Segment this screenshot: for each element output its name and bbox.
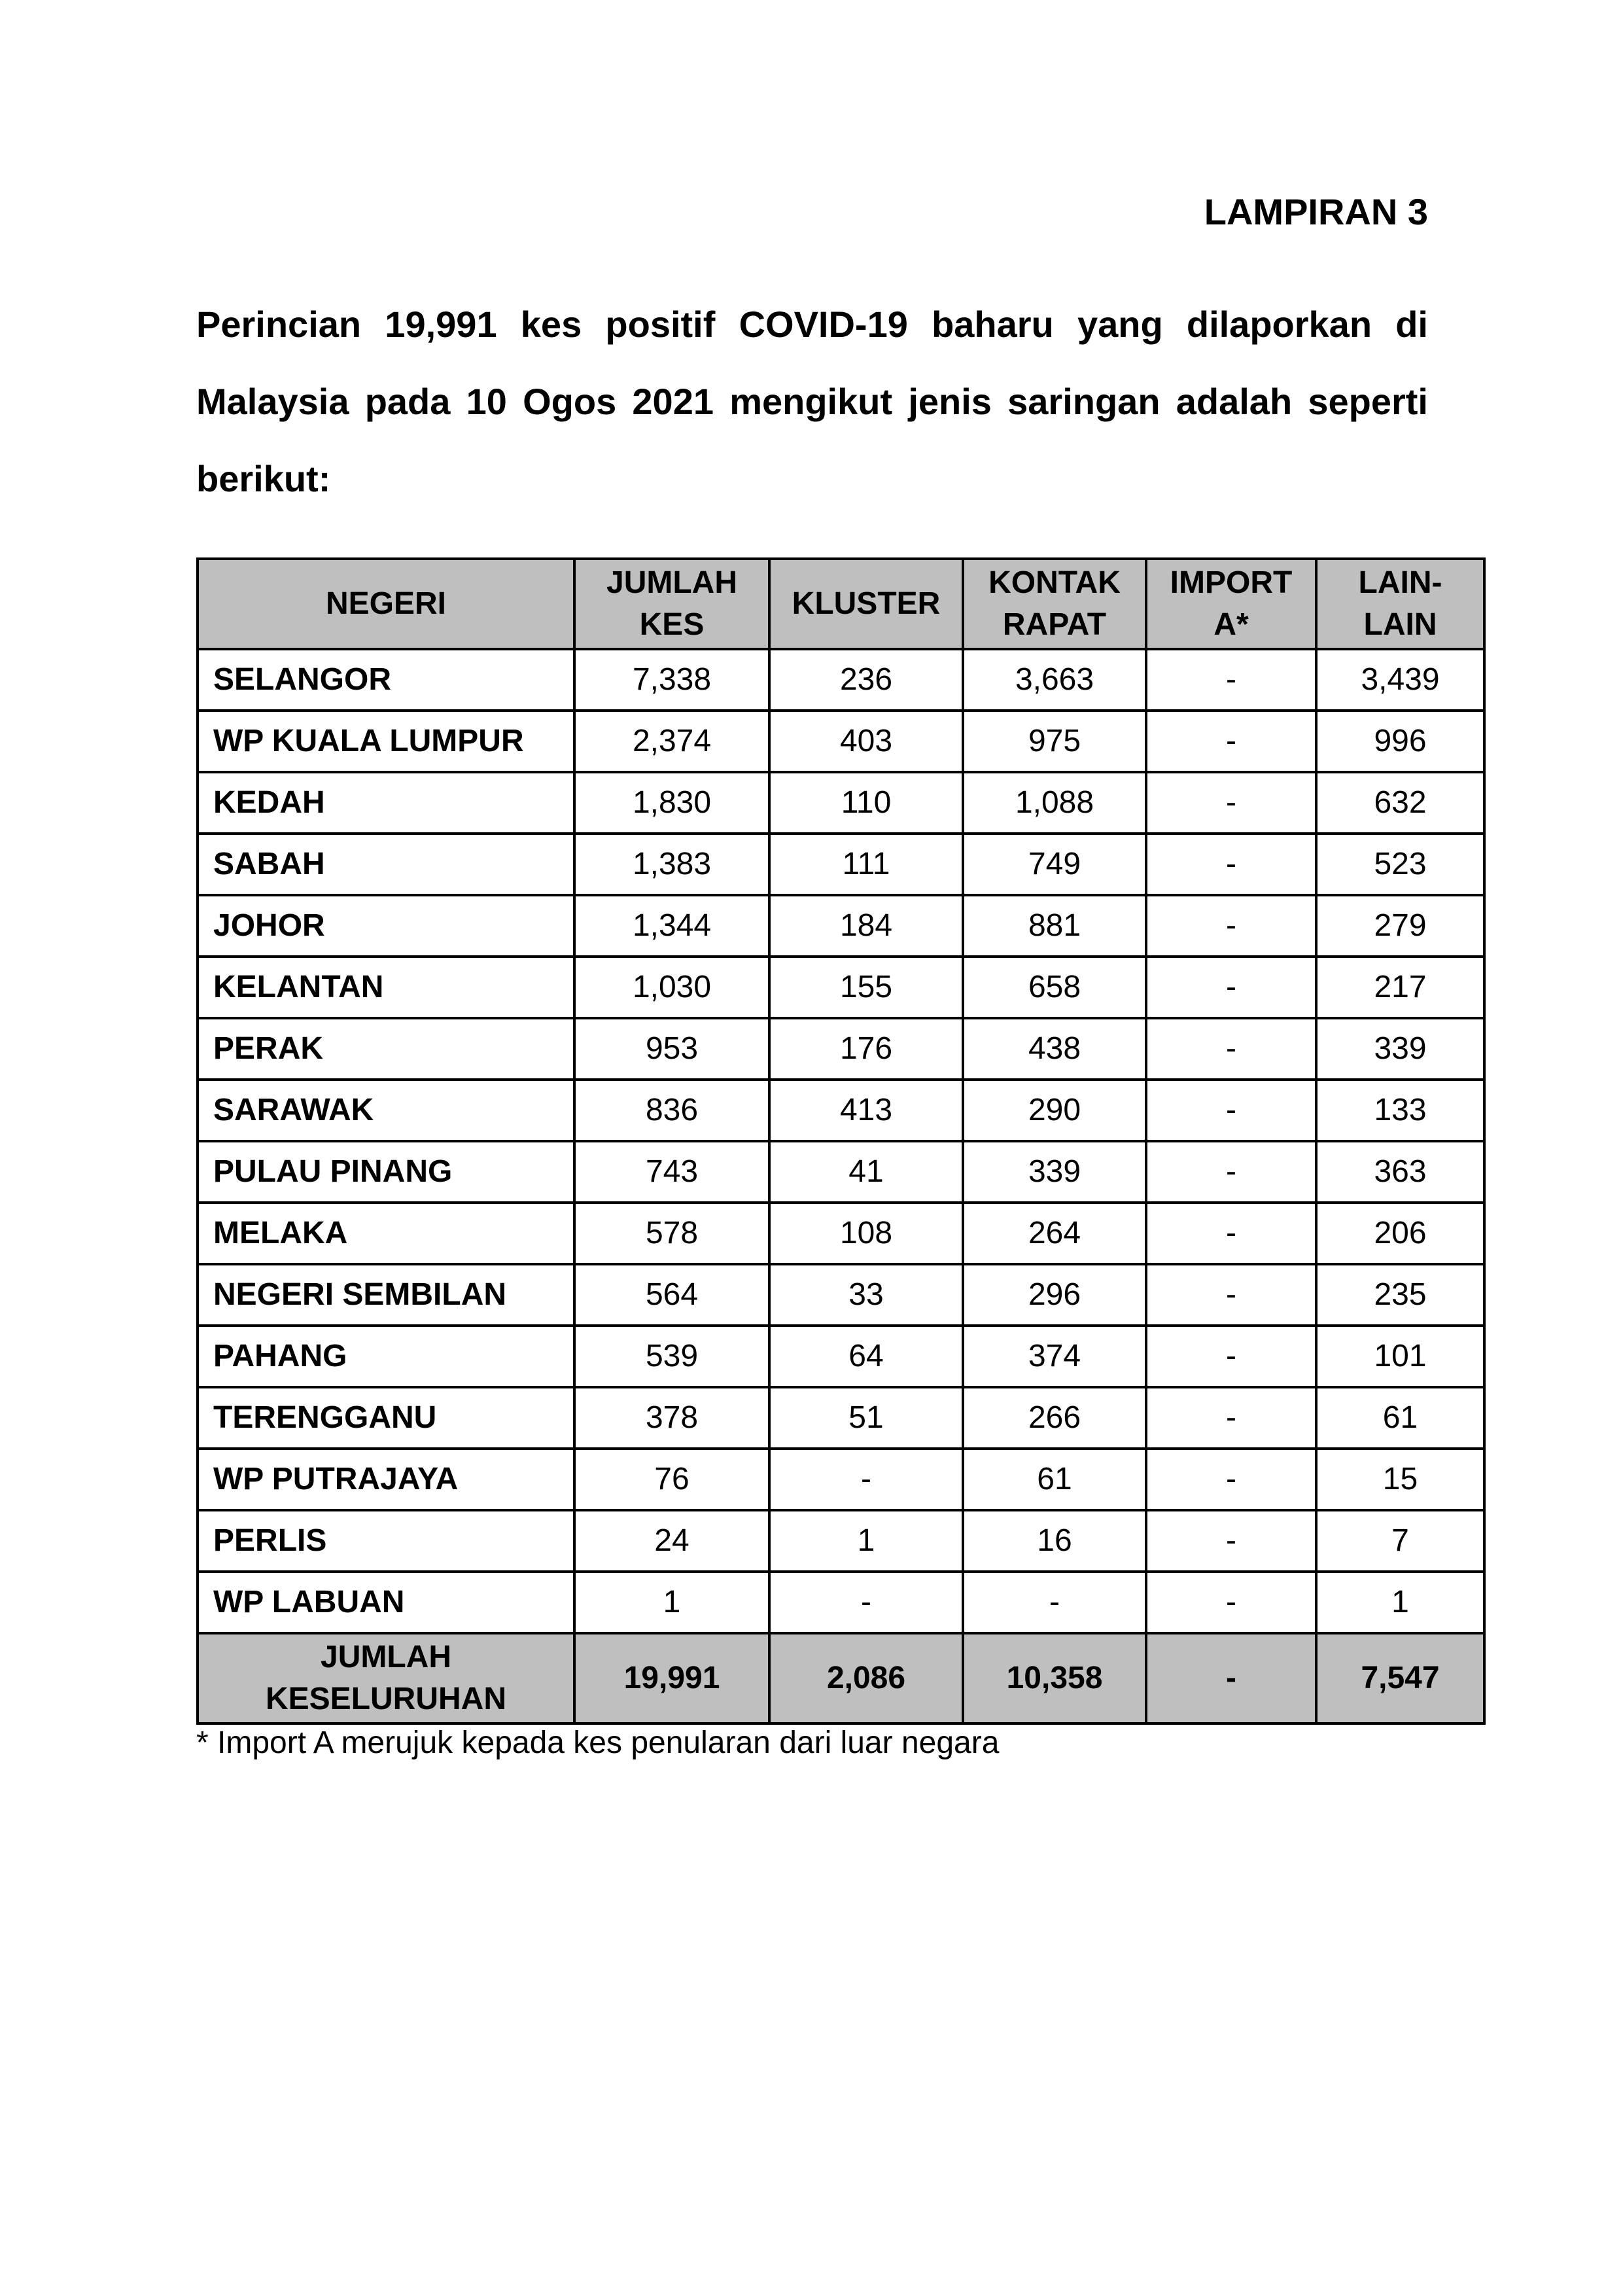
cell-state: PERLIS <box>198 1510 574 1572</box>
cell-kluster: 110 <box>769 772 963 834</box>
cell-kluster: - <box>769 1449 963 1510</box>
table-row <box>198 772 1484 834</box>
cell-state: SARAWAK <box>198 1080 574 1141</box>
cell-kluster: 1 <box>769 1510 963 1572</box>
cell-jumlah-kes: 24 <box>574 1510 769 1572</box>
cell-state: WP PUTRAJAYA <box>198 1449 574 1510</box>
cell-kontak-rapat: 975 <box>963 711 1146 772</box>
table-row <box>198 649 1484 711</box>
cell-state: JOHOR <box>198 895 574 957</box>
cell-import-a: - <box>1146 1264 1316 1326</box>
cell-kontak-rapat: 749 <box>963 834 1146 895</box>
header-import-a <box>1146 559 1316 649</box>
cell-kluster: 403 <box>769 711 963 772</box>
intro-line-2: Malaysia pada 10 Ogos 2021 mengikut jenis saringan adalah seperti <box>196 381 1428 422</box>
table-row <box>198 1326 1484 1387</box>
total-row <box>198 1633 1484 1723</box>
table-row <box>198 957 1484 1018</box>
cell-state: WP KUALA LUMPUR <box>198 711 574 772</box>
cell-jumlah-kes: 953 <box>574 1018 769 1080</box>
cell-state: PULAU PINANG <box>198 1141 574 1203</box>
annex-label: LAMPIRAN 3 <box>1204 191 1428 232</box>
cell-lain-lain: 7 <box>1316 1510 1484 1572</box>
cell-kluster: 176 <box>769 1018 963 1080</box>
total-kluster: 2,086 <box>769 1633 963 1723</box>
cell-state: WP LABUAN <box>198 1572 574 1633</box>
cell-kluster: 41 <box>769 1141 963 1203</box>
cell-import-a: - <box>1146 834 1316 895</box>
cell-kluster: - <box>769 1572 963 1633</box>
table-row <box>198 834 1484 895</box>
cell-jumlah-kes: 1,830 <box>574 772 769 834</box>
table-row <box>198 711 1484 772</box>
cell-import-a: - <box>1146 1141 1316 1203</box>
table-row <box>198 1572 1484 1633</box>
cell-lain-lain: 61 <box>1316 1387 1484 1449</box>
cell-state: PAHANG <box>198 1326 574 1387</box>
total-label <box>198 1633 574 1723</box>
total-jumlah-kes: 19,991 <box>574 1633 769 1723</box>
cell-jumlah-kes: 539 <box>574 1326 769 1387</box>
table-row <box>198 1449 1484 1510</box>
cell-import-a: - <box>1146 1203 1316 1264</box>
total-label-line-1: JUMLAH <box>321 1640 451 1674</box>
cell-import-a: - <box>1146 895 1316 957</box>
header-kontak-rapat <box>963 559 1146 649</box>
cell-lain-lain: 206 <box>1316 1203 1484 1264</box>
table-body <box>198 649 1484 1633</box>
total-lain-lain: 7,547 <box>1316 1633 1484 1723</box>
cell-import-a: - <box>1146 1449 1316 1510</box>
cell-jumlah-kes: 76 <box>574 1449 769 1510</box>
cell-kontak-rapat: 339 <box>963 1141 1146 1203</box>
cell-jumlah-kes: 578 <box>574 1203 769 1264</box>
header-negeri: NEGERI <box>198 559 574 649</box>
intro-paragraph <box>196 286 1428 518</box>
cell-state: KEDAH <box>198 772 574 834</box>
header-jumlah-kes <box>574 559 769 649</box>
cell-kluster: 33 <box>769 1264 963 1326</box>
cell-kontak-rapat: 438 <box>963 1018 1146 1080</box>
table-header-row <box>198 559 1484 649</box>
header-kontak-rapat-line-1: KONTAK <box>988 565 1121 600</box>
cell-lain-lain: 996 <box>1316 711 1484 772</box>
table-row <box>198 1264 1484 1326</box>
cell-jumlah-kes: 1,030 <box>574 957 769 1018</box>
cell-import-a: - <box>1146 957 1316 1018</box>
table-row <box>198 1141 1484 1203</box>
cell-kluster: 184 <box>769 895 963 957</box>
cell-kluster: 51 <box>769 1387 963 1449</box>
cell-state: TERENGGANU <box>198 1387 574 1449</box>
total-label-line-2: KESELURUHAN <box>265 1682 506 1716</box>
header-lain-lain <box>1316 559 1484 649</box>
cell-import-a: - <box>1146 711 1316 772</box>
cell-state: NEGERI SEMBILAN <box>198 1264 574 1326</box>
cell-lain-lain: 1 <box>1316 1572 1484 1633</box>
cell-state: MELAKA <box>198 1203 574 1264</box>
cell-kluster: 236 <box>769 649 963 711</box>
header-jumlah-kes-line-1: JUMLAH <box>606 565 737 600</box>
cell-lain-lain: 15 <box>1316 1449 1484 1510</box>
cell-state: PERAK <box>198 1018 574 1080</box>
table-row <box>198 1018 1484 1080</box>
cell-jumlah-kes: 1,383 <box>574 834 769 895</box>
cell-jumlah-kes: 1 <box>574 1572 769 1633</box>
cell-jumlah-kes: 2,374 <box>574 711 769 772</box>
cell-kontak-rapat: - <box>963 1572 1146 1633</box>
cell-jumlah-kes: 7,338 <box>574 649 769 711</box>
cell-lain-lain: 101 <box>1316 1326 1484 1387</box>
cell-kontak-rapat: 296 <box>963 1264 1146 1326</box>
cell-import-a: - <box>1146 1572 1316 1633</box>
cell-kluster: 111 <box>769 834 963 895</box>
intro-line-3: berikut: <box>196 458 331 499</box>
cell-kluster: 155 <box>769 957 963 1018</box>
cell-jumlah-kes: 564 <box>574 1264 769 1326</box>
cell-kontak-rapat: 881 <box>963 895 1146 957</box>
table-row <box>198 1080 1484 1141</box>
total-kontak-rapat: 10,358 <box>963 1633 1146 1723</box>
cell-jumlah-kes: 836 <box>574 1080 769 1141</box>
cell-import-a: - <box>1146 1080 1316 1141</box>
header-kluster: KLUSTER <box>769 559 963 649</box>
cell-lain-lain: 363 <box>1316 1141 1484 1203</box>
cell-state: SELANGOR <box>198 649 574 711</box>
cell-state: KELANTAN <box>198 957 574 1018</box>
footnote: * Import A merujuk kepada kes penularan dari luar negara <box>196 1725 1000 1760</box>
cell-kluster: 413 <box>769 1080 963 1141</box>
header-lain-lain-line-2: LAIN <box>1363 607 1437 642</box>
cell-kontak-rapat: 374 <box>963 1326 1146 1387</box>
cell-lain-lain: 235 <box>1316 1264 1484 1326</box>
cell-jumlah-kes: 743 <box>574 1141 769 1203</box>
cell-lain-lain: 523 <box>1316 834 1484 895</box>
cell-state: SABAH <box>198 834 574 895</box>
header-jumlah-kes-line-2: KES <box>639 607 705 642</box>
cell-import-a: - <box>1146 772 1316 834</box>
cell-import-a: - <box>1146 1018 1316 1080</box>
cell-kontak-rapat: 1,088 <box>963 772 1146 834</box>
cell-lain-lain: 133 <box>1316 1080 1484 1141</box>
cell-kontak-rapat: 264 <box>963 1203 1146 1264</box>
total-import-a: - <box>1146 1633 1316 1723</box>
cases-by-state-table <box>196 557 1486 1725</box>
cell-kontak-rapat: 16 <box>963 1510 1146 1572</box>
cell-jumlah-kes: 378 <box>574 1387 769 1449</box>
cell-lain-lain: 339 <box>1316 1018 1484 1080</box>
header-import-a-line-1: IMPORT <box>1170 565 1293 600</box>
table-row <box>198 1387 1484 1449</box>
cell-kontak-rapat: 266 <box>963 1387 1146 1449</box>
header-kontak-rapat-line-2: RAPAT <box>1002 607 1107 642</box>
table-row <box>198 1203 1484 1264</box>
cell-kontak-rapat: 61 <box>963 1449 1146 1510</box>
header-lain-lain-line-1: LAIN- <box>1358 565 1442 600</box>
cell-kluster: 64 <box>769 1326 963 1387</box>
cell-import-a: - <box>1146 1510 1316 1572</box>
cell-kontak-rapat: 3,663 <box>963 649 1146 711</box>
cell-kontak-rapat: 658 <box>963 957 1146 1018</box>
cell-lain-lain: 279 <box>1316 895 1484 957</box>
cell-jumlah-kes: 1,344 <box>574 895 769 957</box>
cell-lain-lain: 217 <box>1316 957 1484 1018</box>
cell-kontak-rapat: 290 <box>963 1080 1146 1141</box>
cell-kluster: 108 <box>769 1203 963 1264</box>
cell-lain-lain: 3,439 <box>1316 649 1484 711</box>
table-row <box>198 1510 1484 1572</box>
header-import-a-line-2: A* <box>1213 607 1249 642</box>
cell-lain-lain: 632 <box>1316 772 1484 834</box>
intro-line-1: Perincian 19,991 kes positif COVID-19 baharu yang dilaporkan di <box>196 304 1428 345</box>
cell-import-a: - <box>1146 649 1316 711</box>
cell-import-a: - <box>1146 1326 1316 1387</box>
table-row <box>198 895 1484 957</box>
cell-import-a: - <box>1146 1387 1316 1449</box>
